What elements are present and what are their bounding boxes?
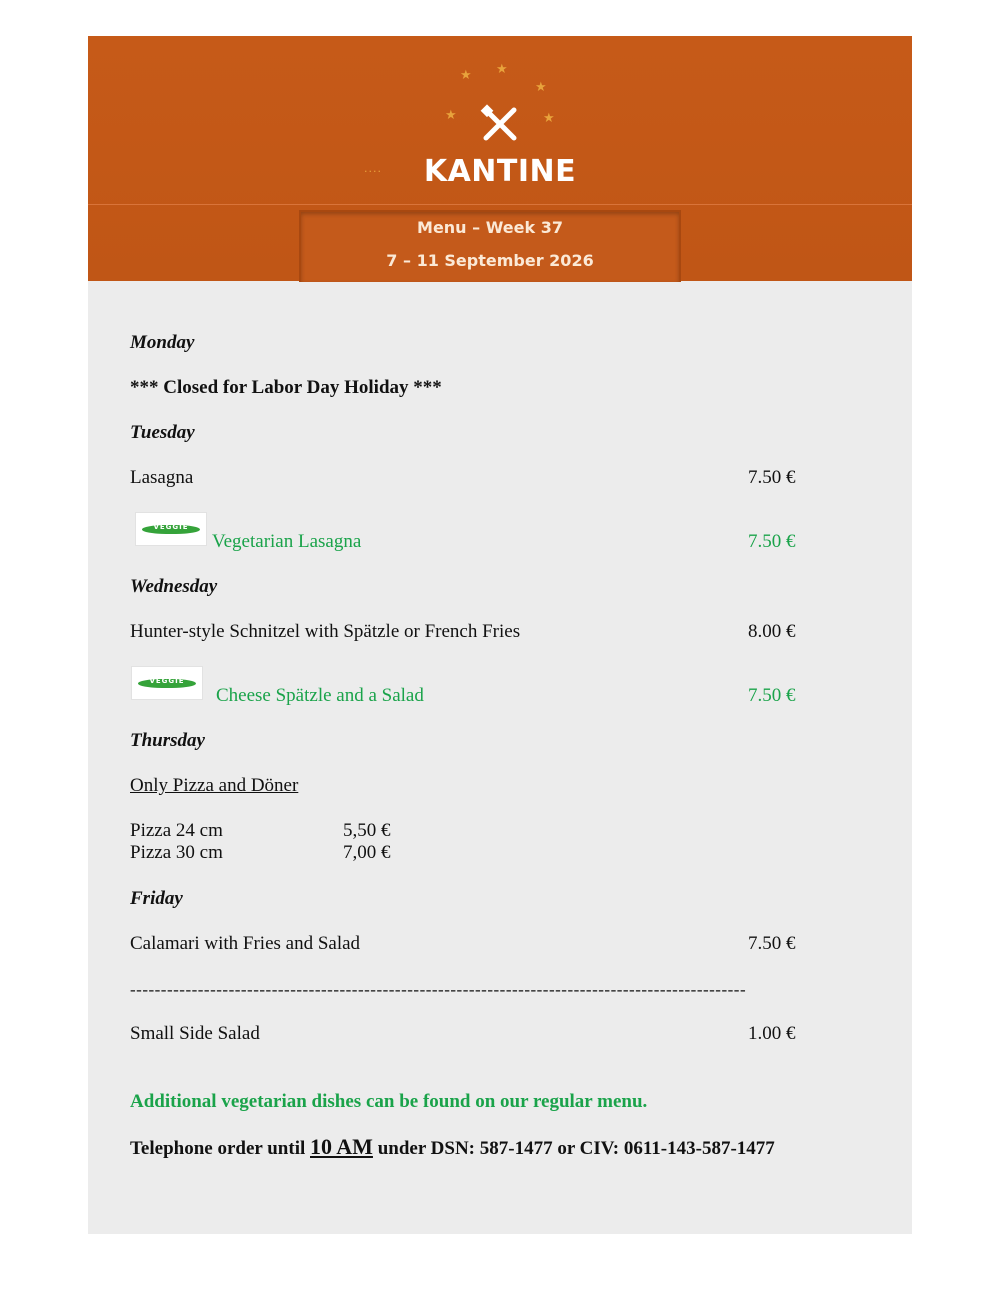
thursday-note: Only Pizza and Döner	[130, 775, 299, 796]
order-info	[130, 1134, 775, 1160]
monday-note: *** Closed for Labor Day Holiday ***	[130, 377, 442, 398]
tuesday-veg-price: 7.50 €	[748, 531, 796, 552]
pizza-item-name: Pizza 30 cm	[130, 842, 223, 863]
week-title: Menu – Week 37	[417, 218, 563, 237]
tuesday-dish-price: 7.50 €	[748, 467, 796, 488]
star-icon: ★	[535, 80, 547, 95]
pizza-item-price: 7,00 €	[343, 842, 391, 863]
day-friday: Friday	[130, 888, 183, 909]
star-icon: ★	[460, 68, 472, 83]
wednesday-dish: Hunter-style Schnitzel with Spätzle or French Fries	[130, 621, 521, 642]
vegetarian-note: Additional vegetarian dishes can be found on our regular menu.	[130, 1091, 648, 1112]
decorative-dots: ....	[364, 162, 382, 175]
pizza-item-name: Pizza 24 cm	[130, 820, 223, 841]
day-tuesday: Tuesday	[130, 422, 195, 443]
tuesday-veg-dish: Vegetarian Lasagna	[212, 531, 362, 552]
friday-dish-price: 7.50 €	[748, 933, 796, 954]
wednesday-dish-price: 8.00 €	[748, 621, 796, 642]
week-dates: 7 – 11 September 2026	[386, 251, 594, 270]
veggie-badge-text: VEGGIE	[149, 677, 185, 685]
order-suffix: under DSN: 587-1477 or CIV: 0611-143-587-1477	[377, 1138, 775, 1159]
star-icon: ★	[496, 62, 508, 77]
tuesday-dish: Lasagna	[130, 467, 194, 488]
day-thursday: Thursday	[130, 730, 205, 751]
day-wednesday: Wednesday	[130, 576, 218, 597]
side-salad-price: 1.00 €	[748, 1023, 796, 1044]
order-time: 10 AM	[310, 1134, 373, 1159]
star-icon: ★	[445, 108, 457, 123]
day-monday: Monday	[130, 332, 195, 353]
veggie-badge-text: VEGGIE	[153, 523, 189, 531]
veggie-badge	[135, 512, 207, 546]
wednesday-veg-price: 7.50 €	[748, 685, 796, 706]
friday-dish: Calamari with Fries and Salad	[130, 933, 361, 954]
pizza-item-price: 5,50 €	[343, 820, 391, 841]
order-prefix: Telephone order until	[130, 1138, 306, 1159]
menu-content	[88, 36, 912, 1234]
wednesday-veg-dish: Cheese Spätzle and a Salad	[216, 685, 424, 706]
star-icon: ★	[543, 111, 555, 126]
brand-title: KANTINE	[423, 154, 577, 189]
separator-line: ----------------------------------------------------------------------------------------------------	[130, 980, 747, 999]
side-salad: Small Side Salad	[130, 1023, 260, 1044]
veggie-badge	[131, 666, 203, 700]
menu-page	[88, 36, 912, 1234]
